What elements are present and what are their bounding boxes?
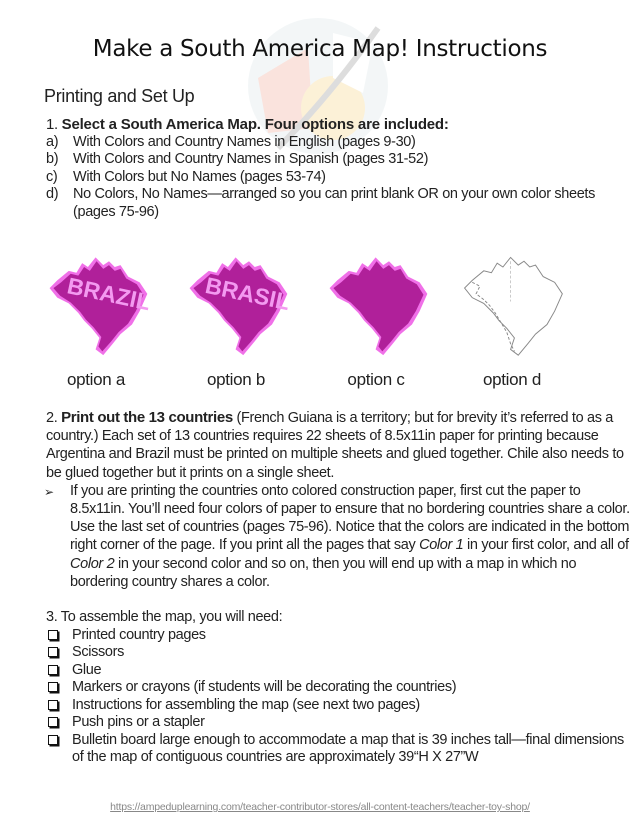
materials-item-text: Printed country pages <box>72 626 206 643</box>
materials-item <box>46 627 631 645</box>
materials-item-text: Glue <box>72 661 102 678</box>
option-letter: a) <box>46 133 59 150</box>
page-title: Make a South America Map! Instructions <box>92 36 548 62</box>
option-text: With Colors but No Names (pages 53-74) <box>73 168 326 185</box>
checkbox-icon <box>48 682 58 692</box>
tip-color1: Color 1 <box>419 537 464 554</box>
option-a-label: option a <box>66 370 126 389</box>
section2-paragraph <box>46 409 631 482</box>
materials-item-text: Instructions for assembling the map (see next two pages) <box>72 696 420 713</box>
tip-text-part1: If you are printing the countries onto colored construction paper, first cut the paper to 8.5x11in. You’ll need four colors of paper to ensure that no bordering countries share a color. Use the last set of countries (pages 75-96). Notice that the colors are indicated in the bottom right corner of the page. If you print all the pages that say <box>70 482 630 554</box>
checkbox-icon <box>48 647 58 657</box>
materials-item-text: Bulletin board large enough to accommodate a map that is 39 inches tall—final dimensions of the map of contiguous countries are approximately 39“H X 27”W <box>72 731 624 765</box>
checkbox-icon <box>48 630 58 640</box>
section2-number: 2. <box>46 410 58 426</box>
svg-text:BRAZIL: BRAZIL <box>64 272 153 316</box>
section-materials <box>46 609 631 767</box>
section2-body: (French Guiana is a territory; but for brevity it’s referred to as a country.) Each set of 13 countries requires 22 sheets of 8.5x11in paper for printing because Argentina and Brazil must be printed on multiple sheets and glued together. Chile also needs to be glued together but it prints on a single sheet. <box>46 410 624 481</box>
section-print-countries <box>46 409 631 591</box>
section-select-map <box>46 116 606 222</box>
section1-heading <box>46 116 606 134</box>
materials-item <box>46 732 631 767</box>
materials-item-text: Markers or crayons (if students will be decorating the countries) <box>72 679 457 695</box>
checkbox-icon <box>48 665 58 675</box>
section2-number-heading <box>46 410 233 426</box>
materials-item <box>46 644 631 662</box>
option-letter: d) <box>46 186 59 203</box>
materials-item-text: Scissors <box>72 644 124 660</box>
section2-heading: Print out the 13 countries <box>61 409 233 426</box>
brazil-map-colored-icon <box>320 244 435 359</box>
checkbox-icon <box>48 735 58 745</box>
option-letter: b) <box>46 151 59 168</box>
section-subtitle: Printing and Set Up <box>44 86 195 106</box>
tip-text-part3: in your second color and so on, then you will end up with a map in which no bordering country shares a color. <box>70 555 577 590</box>
tip-color2: Color 2 <box>70 555 115 572</box>
option-c-label: option c <box>347 370 405 389</box>
option-item-b <box>46 151 606 169</box>
tip-text <box>70 482 631 591</box>
option-text: With Colors and Country Names in Spanish (pages 31-52) <box>73 151 429 168</box>
map-options-row <box>0 244 640 394</box>
construction-paper-tip <box>44 482 631 591</box>
materials-item <box>46 714 631 732</box>
arrow-bullet-icon: ➢ <box>44 484 54 499</box>
section3-heading: 3. To assemble the map, you will need: <box>46 609 283 625</box>
option-item-c <box>46 169 606 187</box>
section1-heading-text: Select a South America Map. Four options are included: <box>61 116 449 133</box>
brazil-map-spanish-icon <box>180 244 295 359</box>
option-d-label: option d <box>482 370 542 389</box>
footer-link[interactable]: https://ampeduplearning.com/teacher-contributor-stores/all-content-teachers/teacher-toy-shop/ <box>110 801 530 813</box>
tip-text-part2: in your first color, and all of <box>463 537 629 554</box>
option-letter: c) <box>46 168 58 185</box>
option-text: No Colors, No Names—arranged so you can print blank OR on your own color sheets (pages 75-96) <box>73 186 595 220</box>
checkbox-icon <box>48 700 58 710</box>
svg-text:BRASIL: BRASIL <box>203 271 293 316</box>
option-text: With Colors and Country Names in English (pages 9-30) <box>73 133 416 150</box>
option-b-label: option b <box>206 370 266 389</box>
materials-item <box>46 662 631 680</box>
option-item-a <box>46 134 606 152</box>
option-item-d <box>46 186 606 221</box>
materials-item-text: Push pins or a stapler <box>72 714 205 730</box>
materials-item <box>46 679 631 697</box>
checkbox-icon <box>48 717 58 727</box>
section1-number: 1. <box>46 116 58 133</box>
brazil-map-english-icon <box>40 244 155 359</box>
materials-item <box>46 697 631 715</box>
brazil-map-outline-icon <box>455 244 570 359</box>
